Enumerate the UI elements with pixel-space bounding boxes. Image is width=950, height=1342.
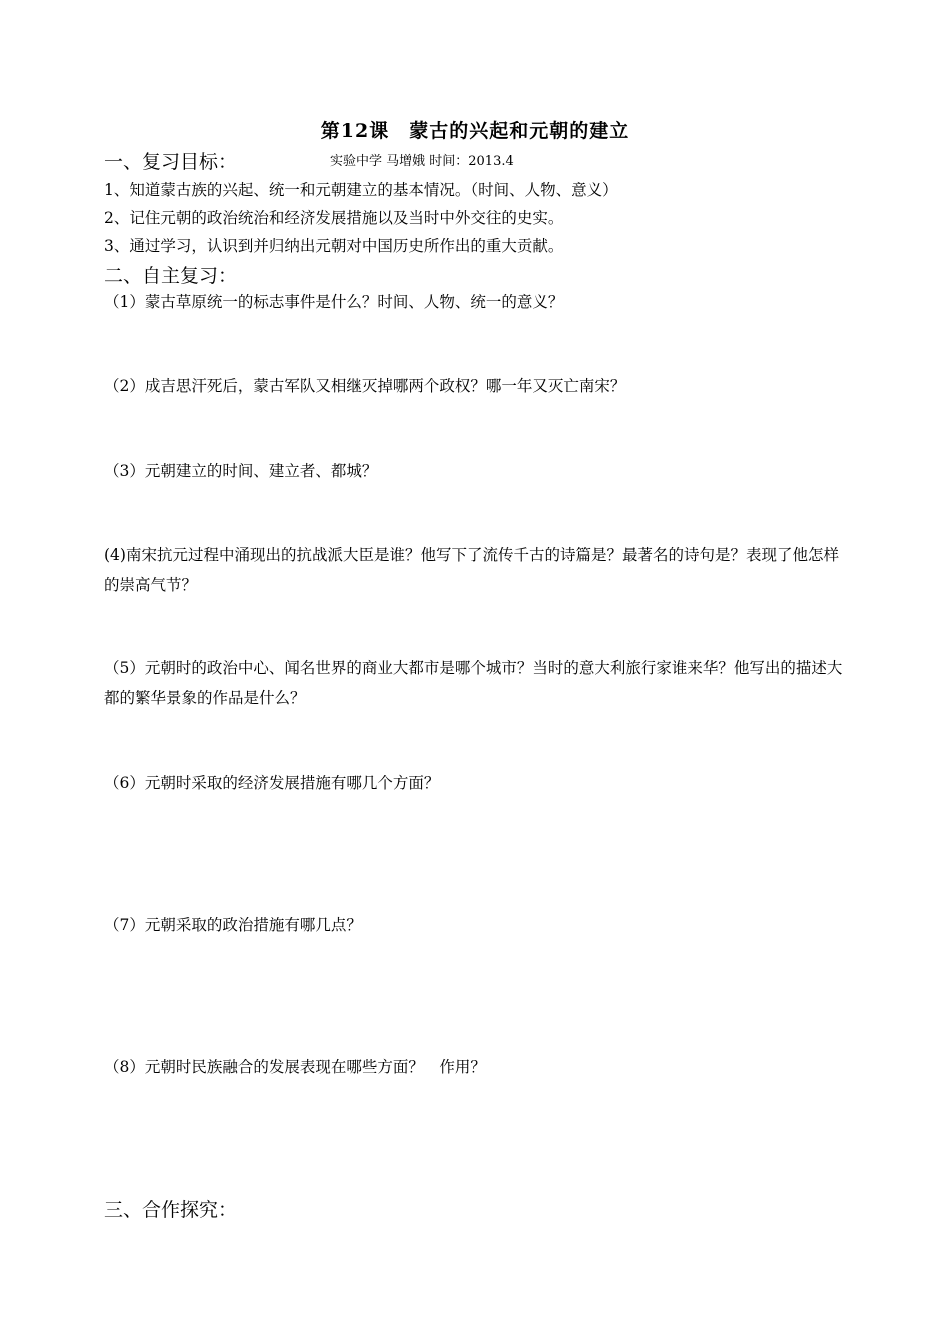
goal-item-3: 3、通过学习，认识到并归纳出元朝对中国历史所作出的重大贡献。	[104, 237, 564, 255]
question-5: （5）元朝时的政治中心、闻名世界的商业大都市是哪个城市？当时的意大利旅行家谁来华？他写出的描述大都的繁华景象的作品是什么？	[104, 659, 843, 707]
question-7: （7）元朝采取的政治措施有哪几点？	[104, 916, 362, 934]
section-heading-self-review: 二、自主复习：	[104, 265, 238, 287]
page-title: 第12课 蒙古的兴起和元朝的建立	[320, 120, 630, 142]
question-3: （3）元朝建立的时间、建立者、都城？	[104, 462, 378, 480]
section-heading-review-goals: 一、复习目标：	[104, 151, 238, 173]
goal-item-2: 2、记住元朝的政治统治和经济发展措施以及当时中外交往的史实。	[104, 209, 564, 227]
question-1: （1）蒙古草原统一的标志事件是什么？时间、人物、统一的意义？	[104, 293, 564, 311]
goal-item-1: 1、知道蒙古族的兴起、统一和元朝建立的基本情况。（时间、人物、意义）	[104, 181, 618, 199]
question-8: （8）元朝时民族融合的发展表现在哪些方面？ 作用？	[104, 1058, 486, 1076]
question-6: （6）元朝时采取的经济发展措施有哪几个方面？	[104, 774, 440, 792]
author-date-line: 实验中学 马增娥 时间：2013.4	[330, 154, 514, 169]
question-2: （2）成吉思汗死后，蒙古军队又相继灭掉哪两个政权？哪一年又灭亡南宋？	[104, 377, 626, 395]
question-4: (4)南宋抗元过程中涌现出的抗战派大臣是谁？他写下了流传千古的诗篇是？最著名的诗句是？表现了他怎样的崇高气节？	[104, 546, 839, 594]
section-heading-cooperative-inquiry: 三、合作探究：	[104, 1199, 238, 1221]
